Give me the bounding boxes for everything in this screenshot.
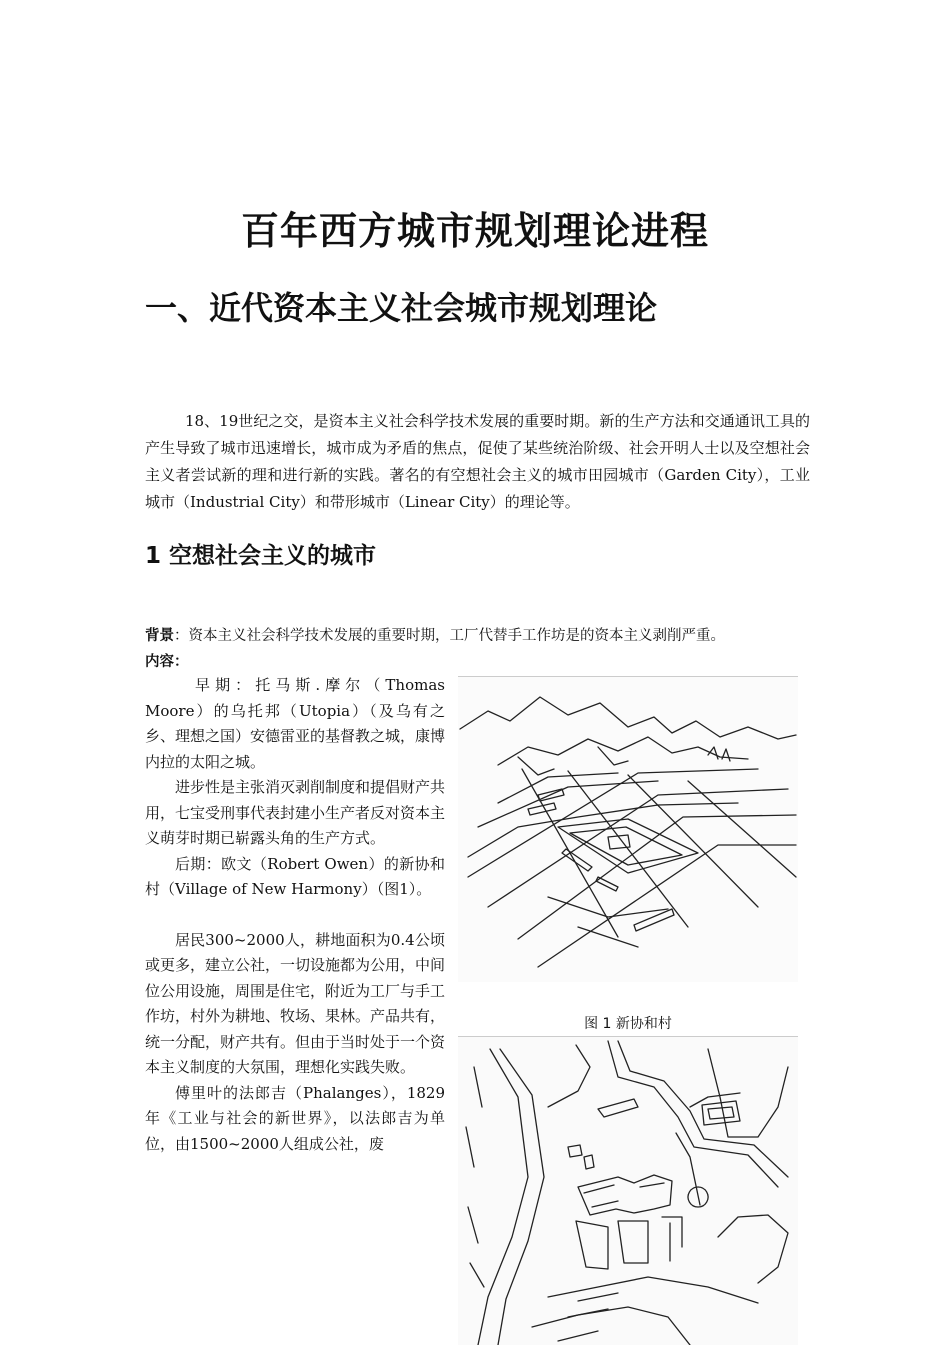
paragraph-fourier: 傅里叶的法郎吉（Phalanges），1829年《工业与社会的新世界》，以法郎吉为单位，由1500~2000人组成公社，废 [145,1083,445,1153]
figure1-caption: 图 1 新协和村 [584,1016,672,1032]
background-label: 背景 [145,627,174,644]
content-colon: ： [174,653,189,670]
intro-paragraph: 18、19世纪之交，是资本主义社会科学技术发展的重要时期。新的生产方法和交通通讯工具的产生导致了城市迅速增长，城市成为矛盾的焦点，促使了某些统治阶级、社会开明人士以及空想社会主义者尝试新的理和进行新的实践。著名的有空想社会主义的城市田园城市（Garden City），工业城市（Industrial City）和带形城市（Linear City）的理论等。 [145,412,810,511]
background-line [145,624,825,648]
paragraph-early: 早期：托马斯.摩尔（Thomas Moore）的乌托邦（Utopia）（及乌有之乡、理想之国）安德雷亚的基督教之城，康博内拉的太阳之城。 [145,676,446,771]
background-text: ：资本主义社会科学技术发展的重要时期，工厂代替手工作坊是的资本主义剥削严重。 [174,628,725,644]
paragraph-residents: 居民300~2000人，耕地面积为0.4公顷或更多，建立公社，一切设施都为公用，中间位公用设施，周围是住宅，附近为工厂与手工作坊，村外为耕地、牧场、果林。产品共有，统一分配，财产共有。但由于当时处于一个资本主义制度的大氛围，理想化实践失败。 [145,930,446,1076]
new-harmony-sketch-image [458,676,798,982]
section-heading: 一、近代资本主义社会城市规划理论 [145,289,658,327]
subsection-heading: 1 空想社会主义的城市 [145,543,377,569]
content-line [145,650,189,674]
paragraph-progress: 进步性是主张消灭剥削制度和提倡财产共用，七宝受刑事代表封建小生产者反对资本主义萌芽时期已崭露头角的生产方式。 [145,778,446,847]
plan-sketch-image [458,1036,798,1345]
left-text-column [145,673,445,1157]
document-title: 百年西方城市规划理论进程 [240,209,709,253]
content-label: 内容 [145,653,174,670]
paragraph-gap [145,903,445,928]
paragraph-later: 后期：欧文（Robert Owen）的新协和村（Village of New Harmony）（图1）。 [145,854,445,898]
